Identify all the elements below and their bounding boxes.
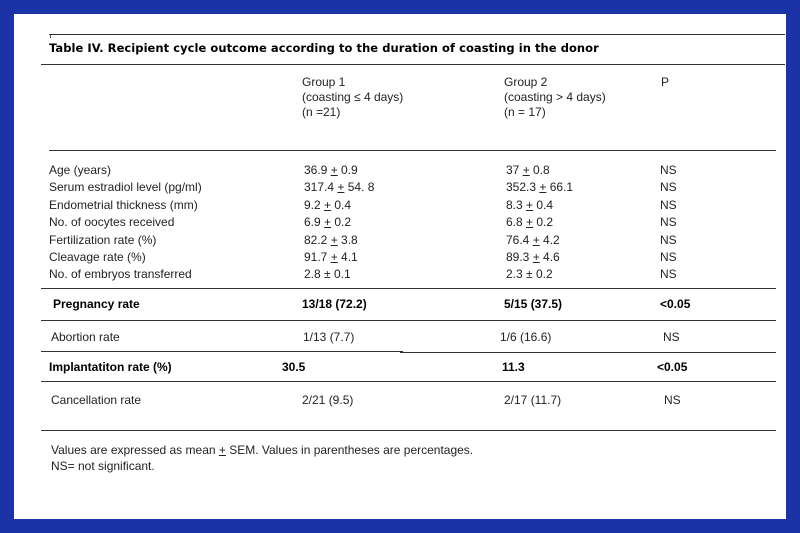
- group1-value: 9.2 + 0.4: [304, 197, 352, 212]
- p-value: NS: [660, 249, 677, 264]
- group2-value: 76.4 + 4.2: [506, 232, 560, 247]
- slide: [14, 14, 786, 519]
- p-header: P: [661, 75, 670, 89]
- group1-value: 317.4 + 54. 8: [304, 180, 375, 195]
- cancellation-group1: 2/21 (9.5): [302, 393, 354, 407]
- row-label: Age (years): [49, 163, 112, 177]
- implantation-group2: 11.3: [502, 360, 525, 374]
- p-values: [660, 162, 677, 284]
- abortion-rule-right: [400, 352, 776, 353]
- pregnancy-label: Pregnancy rate: [53, 297, 140, 311]
- group2-value: 37 + 0.8: [506, 163, 550, 177]
- p-value: NS: [660, 197, 677, 212]
- bottom-rule: [41, 430, 776, 431]
- implantation-rule: [41, 381, 776, 382]
- group1-value: 2.8 ± 0.1: [304, 267, 351, 282]
- group2-value: 352.3 + 66.1: [506, 180, 574, 195]
- implantation-label: Implantatiton rate (%): [49, 360, 172, 374]
- header-rule: [49, 150, 776, 151]
- abortion-group1: 1/13 (7.7): [303, 330, 355, 344]
- title-rule: [41, 64, 785, 65]
- cancellation-label: Cancellation rate: [51, 393, 142, 407]
- pregnancy-group2: 5/15 (37.5): [504, 297, 563, 311]
- cancellation-p: NS: [664, 393, 681, 407]
- group1-values: [304, 162, 374, 284]
- group1-value: 82.2 + 3.8: [304, 232, 358, 247]
- group2-value: 89.3 + 4.6: [506, 249, 560, 264]
- row-labels: [49, 162, 202, 284]
- footnote: [51, 442, 473, 474]
- measurements-rule: [41, 288, 776, 289]
- group1-value: 36.9 + 0.9: [304, 163, 358, 177]
- row-label: Serum estradiol level (pg/ml): [49, 180, 202, 195]
- row-label: Cleavage rate (%): [49, 249, 146, 264]
- row-label: No. of oocytes received: [49, 215, 175, 230]
- p-value: NS: [660, 232, 677, 247]
- row-label: No. of embryos transferred: [49, 267, 192, 282]
- abortion-label: Abortion rate: [51, 330, 120, 344]
- pregnancy-rule: [41, 320, 776, 321]
- cancellation-group2: 2/17 (11.7): [504, 393, 562, 407]
- pregnancy-group1: 13/18 (72.2): [302, 297, 367, 311]
- top-rule: [49, 34, 785, 35]
- abortion-rule-left: [41, 351, 403, 352]
- implantation-group1: 30.5: [282, 360, 306, 374]
- group2-value: 8.3 + 0.4: [506, 197, 554, 212]
- row-label: Endometrial thickness (mm): [49, 197, 198, 212]
- pregnancy-p: <0.05: [660, 297, 691, 311]
- group2-value: 6.8 + 0.2: [506, 215, 554, 230]
- group1-value: 6.9 + 0.2: [304, 215, 352, 230]
- p-value: NS: [660, 180, 677, 195]
- p-value: NS: [660, 163, 677, 177]
- footnote-line-1: Values are expressed as mean + SEM. Values in parentheses are percentages.: [51, 443, 474, 457]
- row-label: Fertilization rate (%): [49, 232, 157, 247]
- group2-values: [506, 162, 573, 284]
- p-value: NS: [660, 215, 677, 230]
- group2-header: Group 2 (coasting > 4 days) (n = 17): [504, 75, 606, 119]
- table-title: Table IV. Recipient cycle outcome according to the duration of coasting in the donor: [49, 41, 599, 55]
- group1-header: Group 1 (coasting ≤ 4 days) (n =21): [302, 75, 404, 119]
- abortion-p: NS: [663, 330, 680, 344]
- group2-value: 2.3 ± 0.2: [506, 267, 553, 282]
- p-value: NS: [660, 267, 677, 282]
- footnote-line-2: NS= not significant.: [51, 459, 155, 473]
- group1-value: 91.7 + 4.1: [304, 249, 358, 264]
- abortion-group2: 1/6 (16.6): [500, 330, 552, 344]
- implantation-p: <0.05: [657, 360, 688, 374]
